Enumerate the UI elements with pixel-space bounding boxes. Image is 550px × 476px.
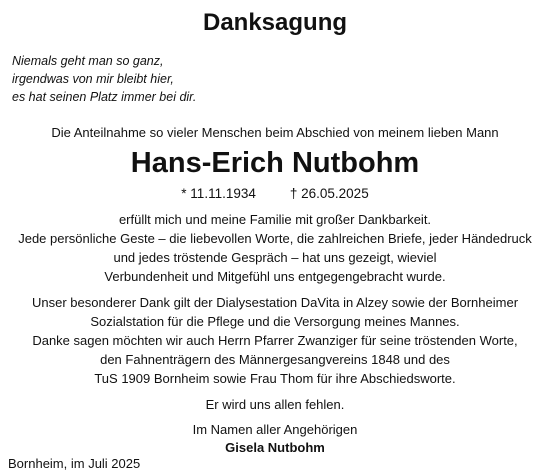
- poem-line: Niemals geht man so ganz,: [12, 54, 164, 68]
- on-behalf-line: Im Namen aller Angehörigen: [192, 422, 358, 437]
- signer-name: Gisela Nutbohm: [225, 440, 325, 455]
- notice-heading: Danksagung: [202, 9, 348, 36]
- missed-line: Er wird uns allen fehlen.: [205, 397, 345, 412]
- text-line: den Fahnenträgern des Männergesangvereins 1848 und des: [100, 352, 450, 367]
- text-line: Verbundenheit und Mitgefühl uns entgegengebracht wurde.: [104, 269, 446, 284]
- text-line: Jede persönliche Geste – die liebevollen Worte, die zahlreichen Briefe, jeder Händedruck: [18, 231, 532, 246]
- deceased-name: Hans-Erich Nutbohm: [130, 147, 420, 179]
- special-thanks-paragraph: [0, 293, 550, 388]
- text-line: Danke sagen möchten wir auch Herrn Pfarrer Zwanziger für seine tröstenden Worte,: [32, 333, 518, 348]
- poem-line: irgendwas von mir bleibt hier,: [12, 72, 174, 86]
- text-line: Sozialstation für die Pflege und die Versorgung meines Mannes.: [90, 314, 460, 329]
- gratitude-paragraph: [0, 210, 550, 286]
- poem-line: es hat seinen Platz immer bei dir.: [12, 90, 197, 104]
- death-date: † 26.05.2025: [289, 186, 369, 201]
- place-date: Bornheim, im Juli 2025: [8, 456, 141, 471]
- intro-text: Die Anteilnahme so vieler Menschen beim Abschied von meinem lieben Mann: [51, 125, 499, 140]
- text-line: TuS 1909 Bornheim sowie Frau Thom für ihre Abschiedsworte.: [94, 371, 456, 386]
- text-line: erfüllt mich und meine Familie mit großer Dankbarkeit.: [118, 212, 432, 227]
- text-line: Unser besonderer Dank gilt der Dialysestation DaVita in Alzey sowie der Bornheimer: [31, 295, 519, 310]
- birth-date: * 11.11.1934: [181, 186, 256, 201]
- poem-verse: [12, 52, 196, 106]
- life-dates: [0, 185, 550, 203]
- text-line: und jedes tröstende Gespräch – hat uns gezeigt, wieviel: [113, 250, 437, 265]
